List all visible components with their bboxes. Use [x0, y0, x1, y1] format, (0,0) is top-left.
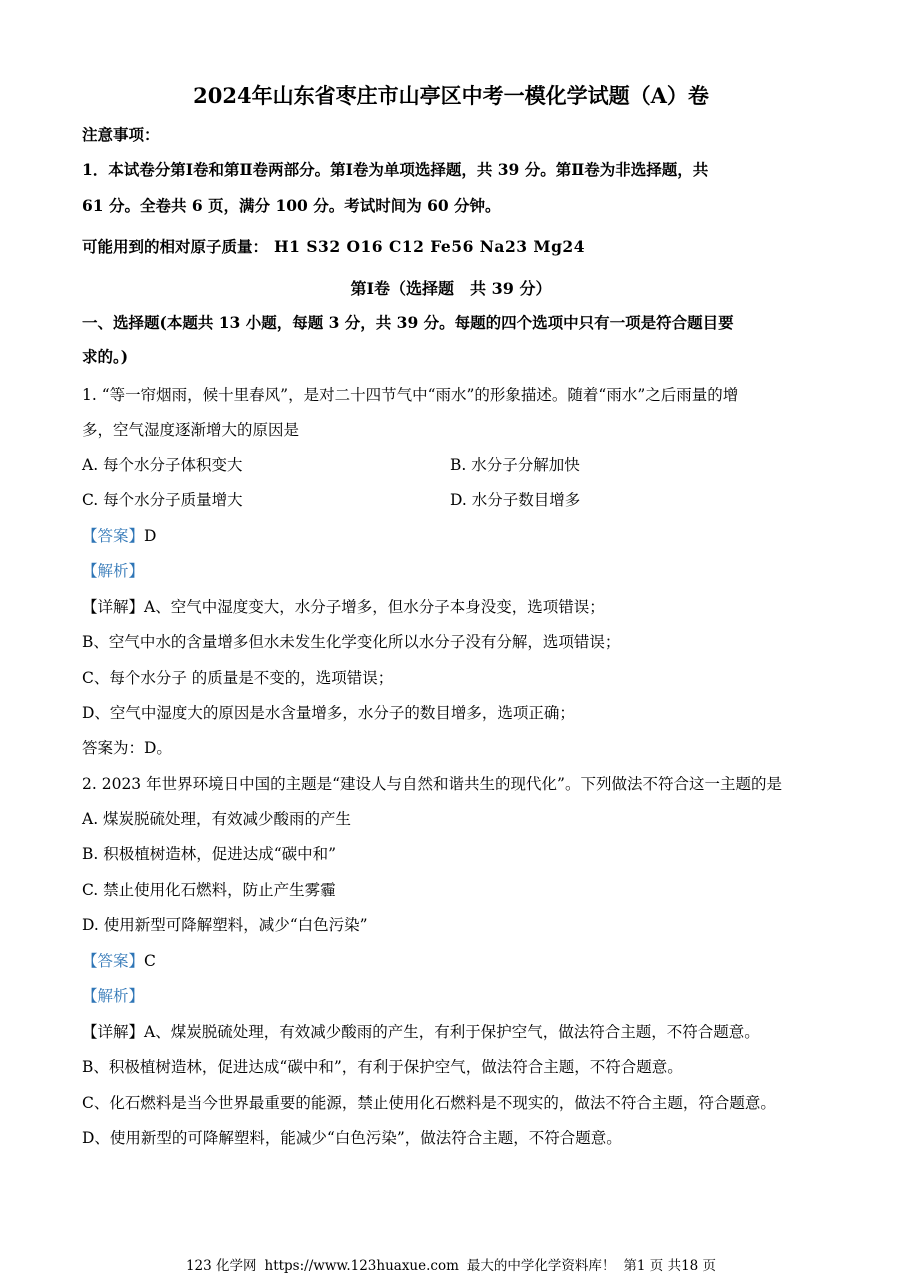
q2-stem: 2. 2023 年世界环境日中国的主题是“建设人与自然和谐共生的现代化”。下列做法不符合这一主题的是: [82, 775, 782, 793]
q1-detail-c: C、每个水分子 的质量是不变的，选项错误；: [82, 669, 394, 687]
q1-detail-d: D、空气中湿度大的原因是水含量增多，水分子的数目增多，选项正确；: [82, 704, 575, 722]
q1-option-c: C. 每个水分子质量增大: [82, 491, 243, 509]
footer-page-number: 第1 页 共18 页: [623, 1258, 717, 1274]
exam-title: 2024年山东省枣庄市山亭区中考一模化学试题（A）卷: [193, 83, 709, 108]
q2-answer-line: [82, 950, 156, 972]
q2-answer-tag: 【答案】: [82, 952, 145, 970]
q1-detail-a: A、空气中湿度变大，水分子增多，但水分子本身没变，选项错误；: [144, 598, 605, 616]
atomic-mass-line: [82, 236, 585, 258]
q1-answer-line: [82, 525, 156, 547]
notice-heading: 注意事项：: [82, 125, 160, 144]
q2-detail-tag: 【详解】: [82, 1023, 145, 1041]
q1-detail-a-line: [82, 596, 605, 618]
q2-detail-a: A、煤炭脱硫处理，有效减少酸雨的产生，有利于保护空气，做法符合主题，不符合题意。: [144, 1023, 760, 1041]
footer-slogan: 最大的中学化学资料库！: [466, 1258, 616, 1274]
q1-option-d: D. 水分子数目增多: [450, 491, 581, 509]
page-footer: [0, 1254, 902, 1274]
q2-option-a: A. 煤炭脱硫处理，有效减少酸雨的产生: [82, 810, 352, 828]
q2-option-d: D. 使用新型可降解塑料，减少“白色污染”: [82, 916, 368, 934]
footer-url[interactable]: https://www.123huaxue.com: [264, 1258, 459, 1274]
section1-line-1: 一、选择题(本题共 13 小题，每题 3 分，共 39 分。每题的四个选项中只有一项是符合题目要: [82, 313, 734, 332]
atomic-mass-values: H1 S32 O16 C12 Fe56 Na23 Mg24: [274, 237, 585, 256]
notice-line-1: 1．本试卷分第Ⅰ卷和第Ⅱ卷两部分。第Ⅰ卷为单项选择题，共 39 分。第Ⅱ卷为非选择题，共: [82, 160, 709, 179]
q2-option-b: B. 积极植树造林，促进达成“碳中和”: [82, 845, 337, 863]
q1-conclusion: 答案为：D。: [82, 739, 172, 757]
q1-detail-tag: 【详解】: [82, 598, 145, 616]
footer-site-name: 123 化学网: [185, 1258, 257, 1274]
q1-stem-line-2: 多，空气湿度逐渐增大的原因是: [82, 421, 300, 439]
notice-line-2: 61 分。全卷共 6 页，满分 100 分。考试时间为 60 分钟。: [82, 196, 501, 215]
q2-option-c: C. 禁止使用化石燃料，防止产生雾霾: [82, 881, 336, 899]
q2-detail-c: C、化石燃料是当今世界最重要的能源，禁止使用化石燃料是不现实的，做法不符合主题，符合题意。: [82, 1094, 776, 1112]
atomic-mass-label: 可能用到的相对原子质量：: [82, 237, 269, 256]
q2-detail-b: B、积极植树造林，促进达成“碳中和”，有利于保护空气，做法符合主题，不符合题意。: [82, 1058, 683, 1076]
q2-detail-a-line: [82, 1021, 760, 1043]
q1-answer-tag: 【答案】: [82, 527, 145, 545]
q2-detail-d: D、使用新型的可降解塑料，能减少“白色污染”，做法符合主题，不符合题意。: [82, 1129, 622, 1147]
q2-answer: C: [144, 952, 156, 970]
q1-option-a: A. 每个水分子体积变大: [82, 456, 243, 474]
q1-analysis-tag: 【解析】: [82, 562, 145, 580]
q1-answer: D: [144, 527, 157, 545]
q1-option-b: B. 水分子分解加快: [450, 456, 580, 474]
part1-heading: 第Ⅰ卷（选择题 共 39 分）: [350, 279, 552, 298]
q1-stem-line-1: 1. “等一帘烟雨，候十里春风”，是对二十四节气中“雨水”的形象描述。随着“雨水”之后雨量的增: [82, 386, 739, 404]
section1-line-2: 求的。): [82, 347, 129, 366]
q2-analysis-tag: 【解析】: [82, 987, 145, 1005]
q1-detail-b: B、空气中水的含量增多但水未发生化学变化所以水分子没有分解，选项错误；: [82, 633, 621, 651]
